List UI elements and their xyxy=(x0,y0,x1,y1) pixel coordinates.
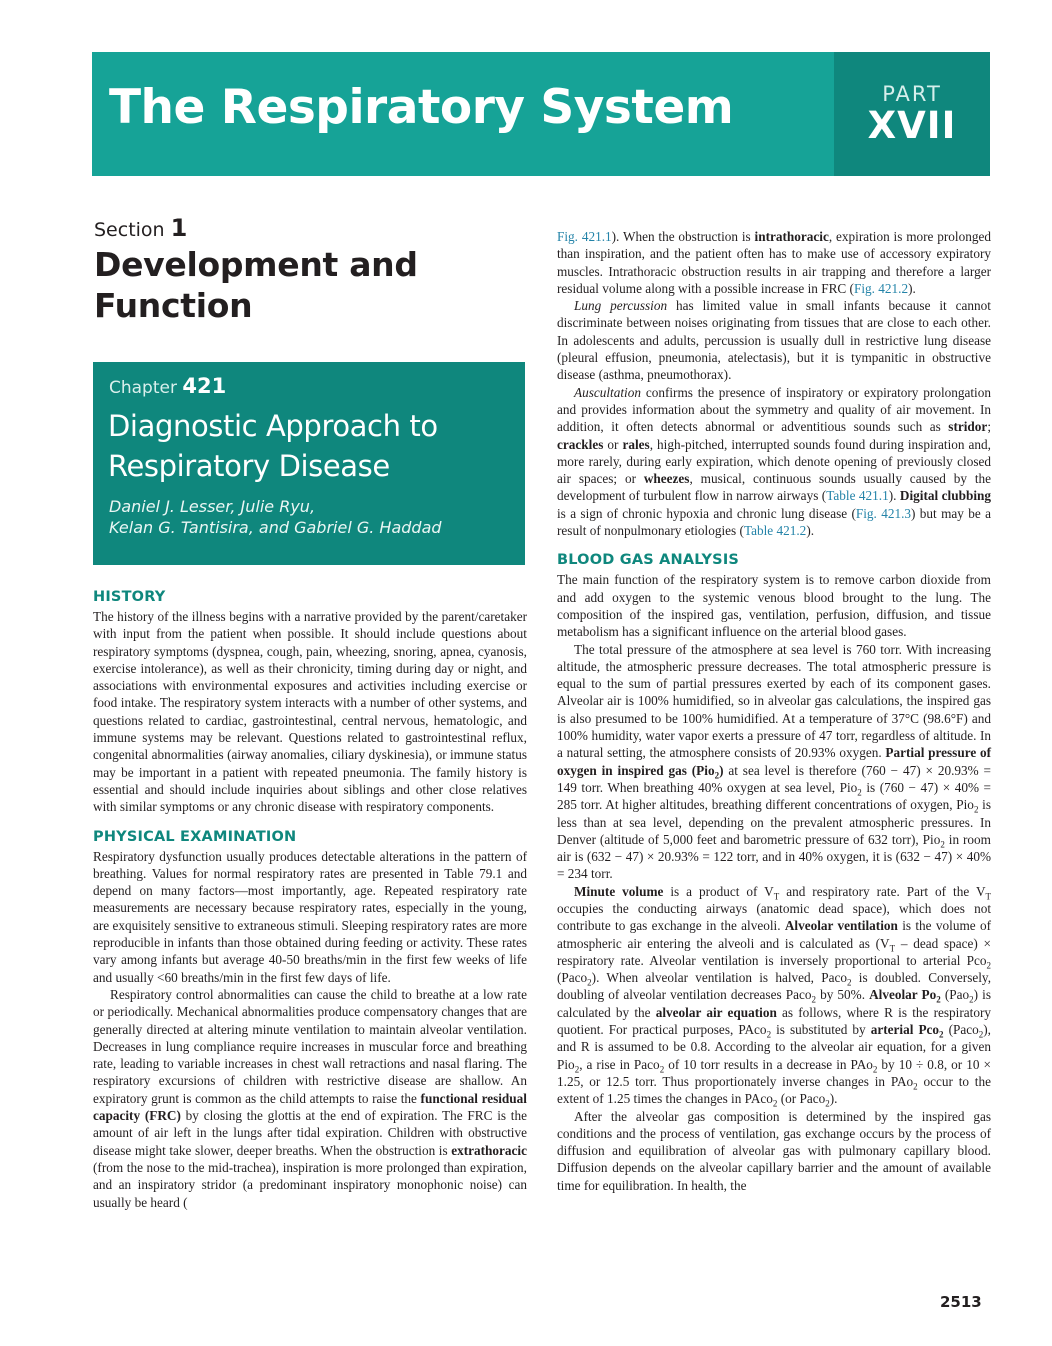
page-number: 2513 xyxy=(940,1293,982,1311)
chapter-heading xyxy=(109,374,226,398)
history-heading: HISTORY xyxy=(93,589,166,605)
authors-line-1: Daniel J. Lesser, Julie Ryu, xyxy=(109,497,316,516)
chapter-authors xyxy=(109,496,521,538)
chapter-title: Diagnostic Approach to Respiratory Disease xyxy=(108,409,438,483)
part-banner xyxy=(92,52,990,176)
history-paragraph: The history of the illness begins with a narrative provided by the parent/caretaker with input from the patient when possible. It should include questions about respiratory symptoms (dyspnea, cough, pain, wheezing, snoring, apnea, cyanosis, exercise intolerance), as well as their chronicity, timing during day or night, and associations with environmental exposures and activities including exercise or food intake. The respiratory system interacts with a number of other systems, and questions related to cardiac, gastrointestinal, central nervous, hematologic, and immune systems may be relevant. Questions related to gastrointestinal reflux, congenital abnormalities (airway anomalies, ciliary dyskinesia), or immune status may be important in a patient with repeated pneumonia. The family history is essential and should include inquiries about siblings and other close relatives with similar symptoms or any chronic disease with respiratory components. xyxy=(93,609,527,815)
figure-link-421-2[interactable]: Fig. 421.2 xyxy=(853,280,909,296)
left-column xyxy=(93,588,527,1211)
blood-gas-paragraph-1: The main function of the respiratory system is to remove carbon dioxide from and add oxygen to the systemic venous blood brought to the lung. The composition of the inspired gas, ventilation, perfusion, diffusion, and tissue metabolism has a significant influence on the arterial blood gases. xyxy=(557,572,991,640)
physical-exam-heading: PHYSICAL EXAMINATION xyxy=(93,828,297,845)
blood-gas-paragraph-3: Minute volume is a product of $V_T$ and respiratory rate. Part of the $V_T$ occupies the conducting airways (anatomic dead space), which does not contribute to gas exchange in the alveoli. Alveolar ventilation is the volume of atmospheric air entering the alveoli and is calculated as ($V_T$ – dead space) × respiratory rate. Alveolar ventilation is inversely proportional to arterial Pco$_2$ (Paco$_2$). When alveolar ventilation is halved, Paco$_2$ is doubled. Conversely, doubling of alveolar ventilation decreases Paco$_2$ by 50%. Alveolar $Po_2$ (Pao$_2$) is calculated by the alveolar air equation as follows, where R is the respiratory quotient. For practical purposes, PAco$_2$ is substituted by arterial Pco$_2$ (Paco$_2$), and R is assumed to be 0.8. According to the alveolar air equation, for a given Pio$_2$, a rise in Paco$_2$ of 10 torr results in a decrease in PAo$_2$ by 10 ÷ 0.8, or 10 × 1.25, or 12.5 torr. Thus proportionately inverse changes in PAo$_2$ occur to the extent of 1.25 times the changes in PAco$_2$ (or Paco$_2$). xyxy=(557,883,992,1109)
physical-exam-paragraph-1: Respiratory dysfunction usually produces detectable alterations in the pattern of breathing. Values for normal respiratory rates are presented in Table 79.1 and depend on many factors—most importantly, age. Repeated respiratory rate measurements are necessary because respiratory rates, especially in the young, are exquisitely sensitive to extraneous stimuli. Sleeping respiratory rates are more reproducible in infants than those obtained during feeding or activity. These rates vary among infants but average 40-50 breaths/min in the first few weeks of life and usually <60 breaths/min in the first few days of life. xyxy=(93,848,527,985)
physical-exam-paragraph-2-cont: Fig. 421.1). When the obstruction is intrathoracic, expiration is more prolonged than inspiration, and the patient often has to make use of accessory expiratory muscles. Intrathoracic obstruction results in air trapping and therefore a larger residual volume along with a possible increase in FRC (Fig. 421.2). xyxy=(557,229,991,296)
figure-link-421-1[interactable]: Fig. 421.1 xyxy=(557,229,612,244)
chapter-header xyxy=(93,362,525,565)
section-heading xyxy=(94,214,187,242)
blood-gas-heading: BLOOD GAS ANALYSIS xyxy=(557,552,740,569)
blood-gas-paragraph-4: After the alveolar gas composition is determined by the inspired gas conditions and the process of ventilation, gas exchange occurs by the process of diffusion and equilibration of alveolar gas with pulmonary capillary blood. Diffusion depends on the alveolar capillary barrier and the amount of available time for equilibration. In health, the xyxy=(557,1108,991,1193)
right-column xyxy=(557,228,991,1194)
part-label: PART xyxy=(882,82,942,106)
part-number-box xyxy=(834,52,990,176)
chapter-label: Chapter xyxy=(109,378,177,398)
table-link-421-2[interactable]: Table 421.2 xyxy=(743,523,807,539)
percussion-paragraph: Lung percussion has limited value in small infants because it cannot discriminate between noises originating from tissues that are close to each other. In adolescents and adults, percussion is usually dull in restrictive lung disease (pleural effusion, pneumonia, atelectasis), but it is tympanitic in obstructive disease (asthma, pneumothorax). xyxy=(557,298,991,383)
section-number: 1 xyxy=(170,214,188,242)
section-label: Section xyxy=(94,219,165,241)
figure-link-421-3[interactable]: Fig. 421.3 xyxy=(855,505,912,521)
part-title: The Respiratory System xyxy=(109,80,734,135)
part-number: XVII xyxy=(867,104,957,147)
auscultation-paragraph: Auscultation confirms the presence of inspiratory or expiratory prolongation and provides information about the symmetry and quality of air movement. In addition, it often detects abnormal or adventitious sounds such as stridor; crackles or rales, high-pitched, interrupted sounds found during inspiration and, more rarely, during early expiration, which denote opening of previously closed air spaces; or wheezes, musical, continuous sounds usually caused by the development of turbulent flow in narrow airways (Table 421.1). Digital clubbing is a sign of chronic hypoxia and chronic lung disease (Fig. 421.3) but may be a result of nonpulmonary etiologies (Table 421.2). xyxy=(557,384,992,539)
authors-line-2: Kelan G. Tantisira, and Gabriel G. Haddad xyxy=(109,518,442,537)
blood-gas-paragraph-2: The total pressure of the atmosphere at sea level is 760 torr. With increasing altitude, the atmospheric pressure decreases. The total atmospheric pressure is equal to the sum of partial pressures exerted by each of its component gases. Alveolar air is 100% humidified, so in alveolar gas calculations, the inspired gas is also presumed to be 100% humidified. At a temperature of 37°C (98.6°F) and 100% humidity, water vapor exerts a pressure of 47 torr, regardless of altitude. In a natural setting, the atmosphere consists of 20.93% oxygen. Partial pressure of oxygen in inspired gas (Pio$_2$) at sea level is therefore (760 − 47) × 20.93% = 149 torr. When breathing 40% oxygen at sea level, Pio$_2$ is (760 − 47) × 40% = 285 torr. At higher altitudes, breathing different concentrations of oxygen, Pio$_2$ is less than at sea level, depending on the prevalent atmospheric pressures. In Denver (altitude of 5,000 feet and barometric pressure of 632 torr), Pio$_2$ in room air is (632 − 47) × 20.93% = 122 torr, and in 40% oxygen, it is (632 − 47) × 40% = 234 torr. xyxy=(557,641,991,882)
physical-exam-paragraph-2: Respiratory control abnormalities can cause the child to breathe at a low rate or periodically. Mechanical abnormalities produce compensatory changes that are generally directed at altering minute ventilation to maintain alveolar ventilation. Decreases in lung compliance require increases in muscular force and breathing rate, leading to variable increases in chest wall retractions and nasal flaring. The respiratory excursions of children with restrictive disease are shallow. An expiratory grunt is common as the child attempts to raise the functional residual capacity (FRC) by closing the glottis at the end of expiration. The FRC is the amount of air left in the lungs after tidal expiration. Children with obstructive disease might take slower, deeper breaths. When the obstruction is extrathoracic (from the nose to the mid-trachea), inspiration is more prolonged than expiration, and an inspiratory stridor (a predominant inspiratory monophonic noise) can usually be heard ( xyxy=(93,986,527,1210)
chapter-number: 421 xyxy=(182,374,227,398)
table-link-421-1[interactable]: Table 421.1 xyxy=(826,488,889,504)
section-title: Development and Function xyxy=(94,245,418,325)
